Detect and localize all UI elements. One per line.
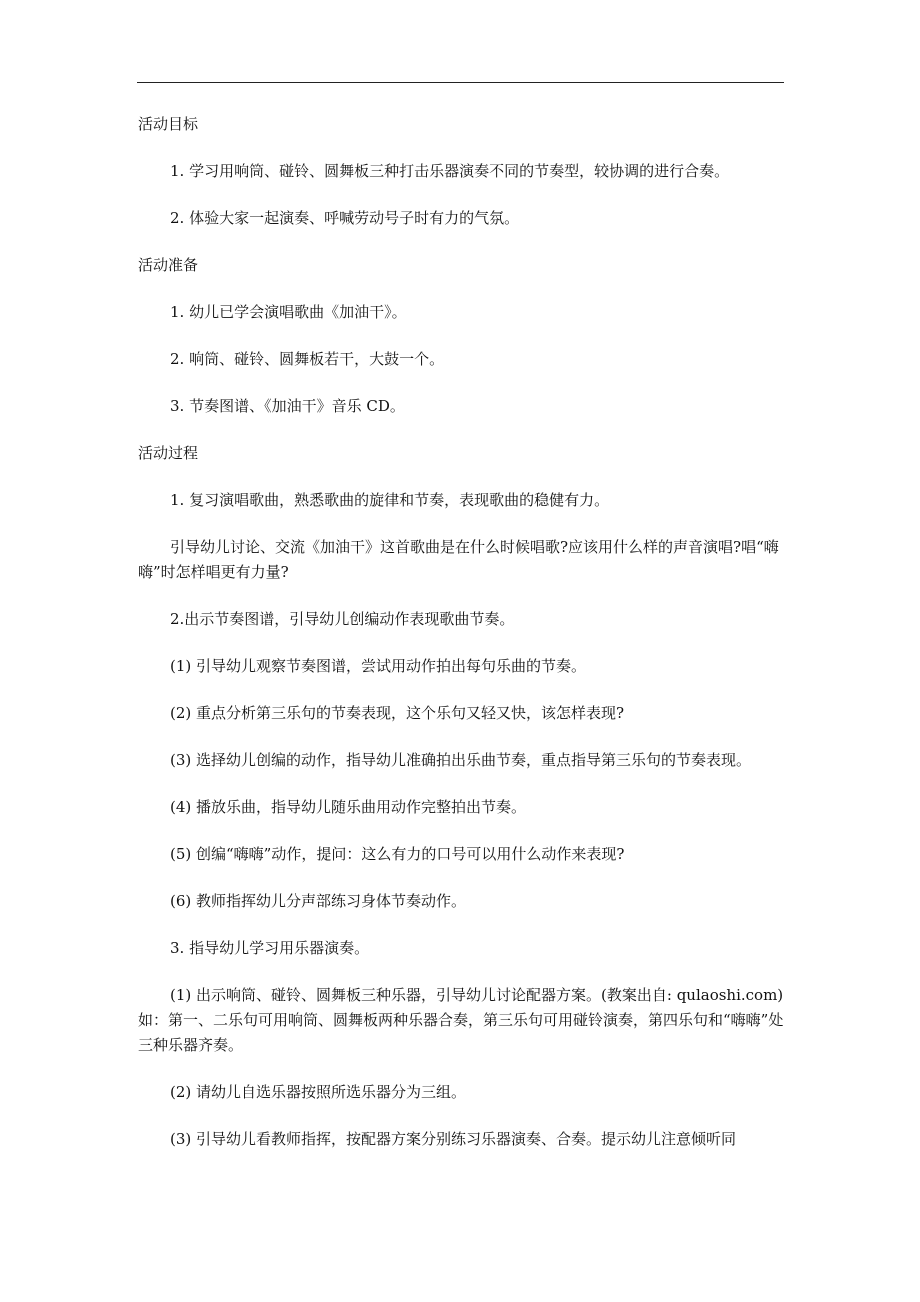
section-title-goals: 活动目标 [138,115,199,133]
paragraph: 2. 体验大家一起演奏、呼喊劳动号子时有力的气氛。 [170,209,520,227]
paragraph: (2) 重点分析第三乐句的节奏表现，这个乐句又轻又快，该怎样表现? [170,704,625,722]
paragraph: (6) 教师指挥幼儿分声部练习身体节奏动作。 [170,892,467,910]
paragraph: (1) 引导幼儿观察节奏图谱，尝试用动作拍出每句乐曲的节奏。 [170,657,587,675]
document-body [138,112,788,1174]
paragraph: (3) 选择幼儿创编的动作，指导幼儿准确拍出乐曲节奏，重点指导第三乐句的节奏表现。 [170,751,752,769]
paragraph: 1. 复习演唱歌曲，熟悉歌曲的旋律和节奏，表现歌曲的稳健有力。 [170,491,610,509]
section-title-preparation: 活动准备 [138,256,199,274]
paragraph: 3. 指导幼儿学习用乐器演奏。 [170,939,370,957]
paragraph: (4) 播放乐曲，指导幼儿随乐曲用动作完整拍出节奏。 [170,798,527,816]
paragraph: (3) 引导幼儿看教师指挥，按配器方案分别练习乐器演奏、合奏。提示幼儿注意倾听同 [170,1130,737,1148]
header-rule [137,82,784,83]
paragraph: 1. 学习用响筒、碰铃、圆舞板三种打击乐器演奏不同的节奏型，较协调的进行合奏。 [170,162,730,180]
paragraph: 2. 响筒、碰铃、圆舞板若干，大鼓一个。 [170,350,445,368]
paragraph: 3. 节奏图谱、《加油干》音乐 CD。 [170,397,405,415]
paragraph: 1. 幼儿已学会演唱歌曲《加油干》。 [170,303,407,321]
paragraph: 2.出示节奏图谱，引导幼儿创编动作表现歌曲节奏。 [170,610,515,628]
paragraph: (1) 出示响筒、碰铃、圆舞板三种乐器，引导幼儿讨论配器方案。(教案出自: qulaoshi.com)如：第一、二乐句可用响筒、圆舞板两种乐器合奏，第三乐句可用碰铃演奏，第四乐句和“嗨嗨”处三种乐器齐奏。 [138,986,784,1054]
paragraph: 引导幼儿讨论、交流《加油干》这首歌曲是在什么时候唱歌?应该用什么样的声音演唱?唱“嗨嗨”时怎样唱更有力量? [138,538,779,581]
paragraph: (2) 请幼儿自选乐器按照所选乐器分为三组。 [170,1083,467,1101]
paragraph: (5) 创编“嗨嗨”动作，提问：这么有力的口号可以用什么动作来表现? [170,845,625,863]
section-title-process: 活动过程 [138,444,199,462]
